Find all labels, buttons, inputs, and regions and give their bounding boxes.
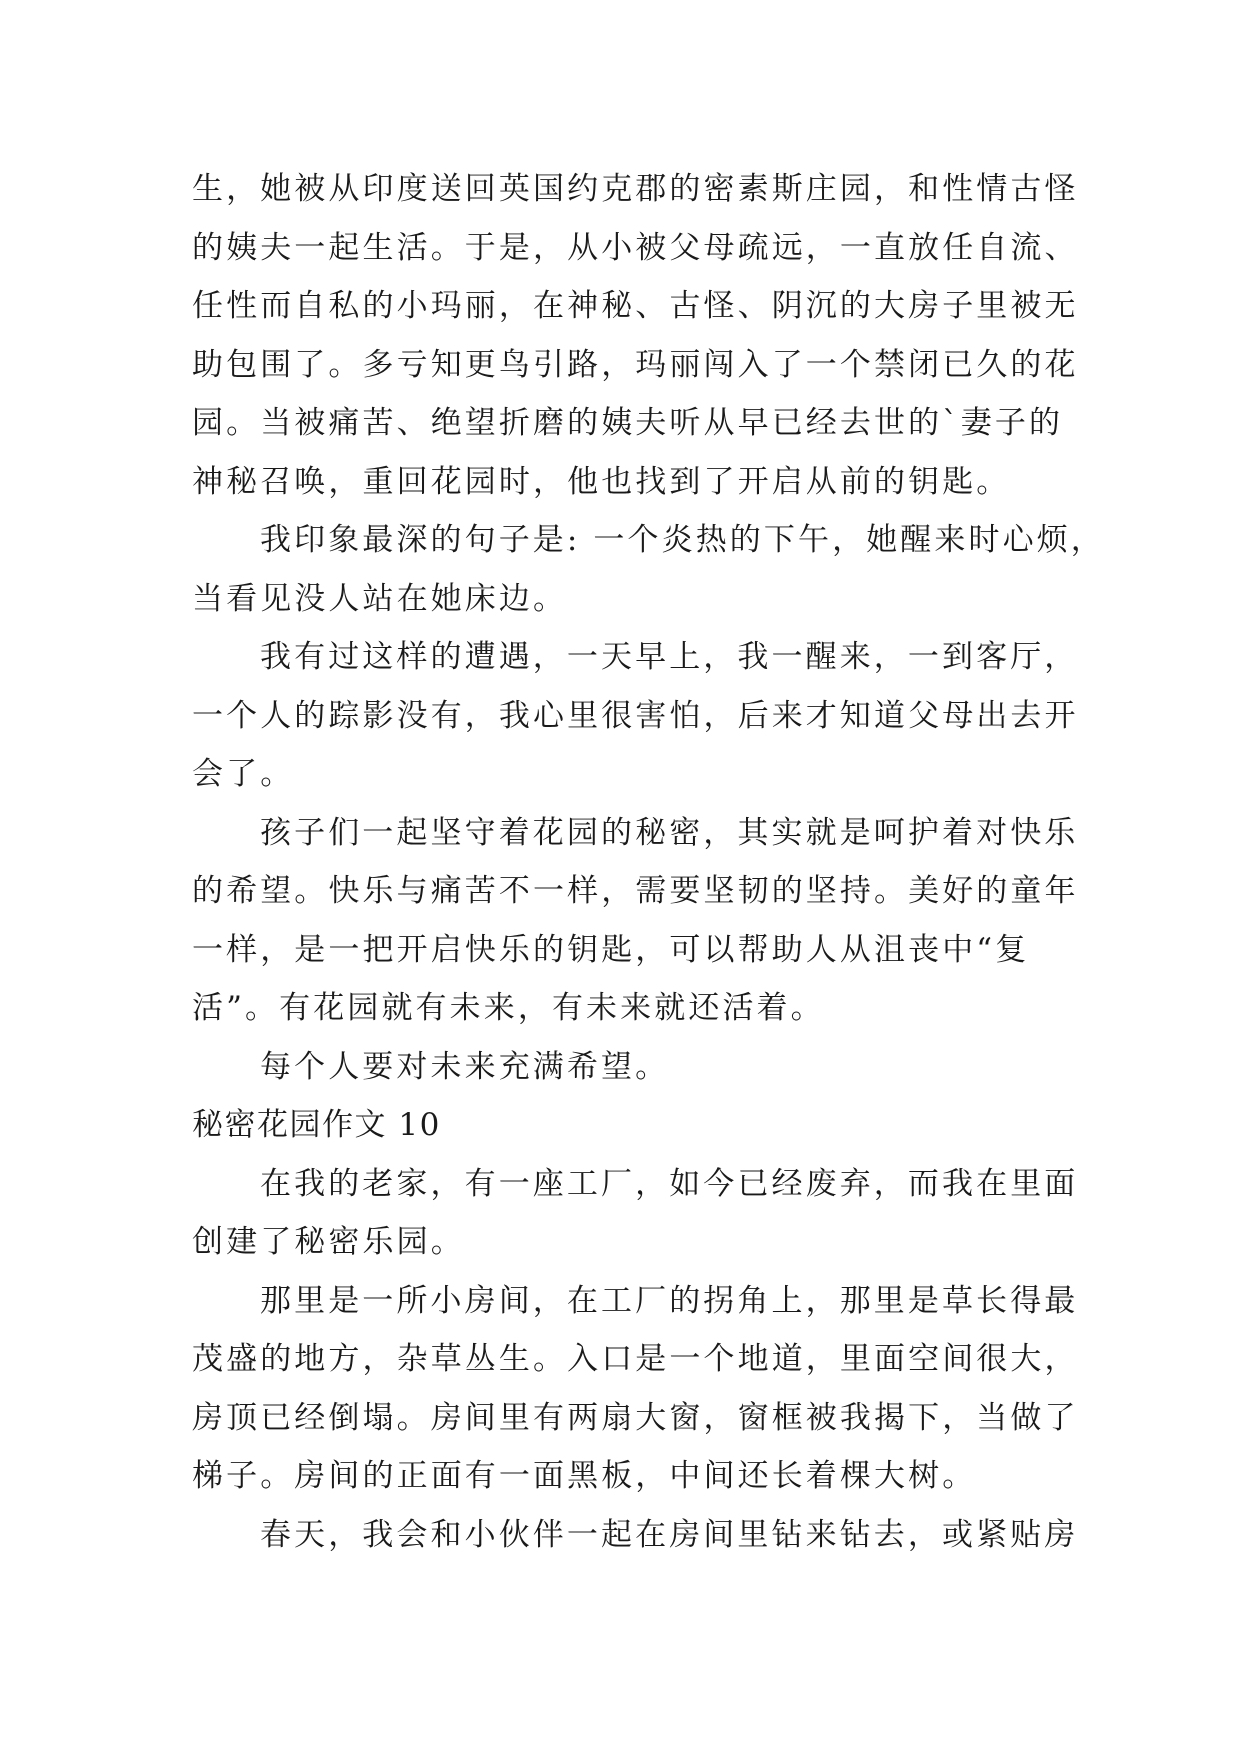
text-line: 每个人要对未来充满希望。 xyxy=(260,1048,670,1085)
heading-text: 秘密花园作文 10 xyxy=(192,1107,441,1143)
paragraph xyxy=(192,1038,1048,1097)
paragraph xyxy=(192,628,1079,804)
text-line: 助包围了。多亏知更鸟引路，玛丽闯入了一个禁闭已久的花 xyxy=(192,346,1079,383)
text-line: 茂盛的地方，杂草丛生。入口是一个地道，里面空间很大， xyxy=(192,1341,1079,1377)
text-line: 任性而自私的小玛丽，在神秘、古怪、阴沉的大房子里被无 xyxy=(192,288,1079,324)
text-line: 园。当被痛苦、绝望折磨的姨夫听从早已经去世的`妻子的 xyxy=(192,405,1064,441)
text-line: 当看见没人站在她床边。 xyxy=(192,580,568,617)
text-line: 在我的老家，有一座工厂，如今已经废弃，而我在里面 xyxy=(260,1165,1079,1202)
paragraph xyxy=(192,511,1105,628)
text-line: 的希望。快乐与痛苦不一样，需要坚韧的坚持。美好的童年 xyxy=(192,873,1079,909)
paragraph xyxy=(192,1506,1079,1565)
text-line: 那里是一所小房间，在工厂的拐角上，那里是草长得最 xyxy=(260,1282,1079,1319)
paragraph xyxy=(192,1272,1079,1506)
text-line: 活”。有花园就有未来，有未来就还活着。 xyxy=(192,990,825,1026)
text-line: 创建了秘密乐园。 xyxy=(192,1224,465,1260)
document-page xyxy=(192,160,1105,1564)
text-line: 的姨夫一起生活。于是，从小被父母疏远，一直放任自流、 xyxy=(192,229,1079,266)
text-line: 会了。 xyxy=(192,756,295,792)
text-line: 孩子们一起坚守着花园的秘密，其实就是呵护着对快乐 xyxy=(260,814,1079,851)
text-line: 梯子。房间的正面有一面黑板，中间还长着棵大树。 xyxy=(192,1458,977,1494)
paragraph xyxy=(192,1155,1079,1272)
section-heading xyxy=(192,1096,1048,1155)
paragraph xyxy=(192,160,1079,511)
text-line: 一样，是一把开启快乐的钥匙，可以帮助人从沮丧中“复 xyxy=(192,931,1030,968)
paragraph xyxy=(192,804,1079,1038)
text-line: 我有过这样的遭遇，一天早上，我一醒来，一到客厅， xyxy=(260,639,1079,675)
text-line: 我印象最深的句子是: 一个炎热的下午，她醒来时心烦， xyxy=(260,522,1105,558)
text-line: 神秘召唤，重回花园时，他也找到了开启从前的钥匙。 xyxy=(192,463,1011,500)
text-line: 春天，我会和小伙伴一起在房间里钻来钻去，或紧贴房 xyxy=(260,1516,1079,1553)
text-line: 房顶已经倒塌。房间里有两扇大窗，窗框被我揭下，当做了 xyxy=(192,1399,1079,1436)
text-line: 生，她被从印度送回英国约克郡的密素斯庄园，和性情古怪 xyxy=(192,171,1079,207)
text-line: 一个人的踪影没有，我心里很害怕，后来才知道父母出去开 xyxy=(192,697,1079,734)
